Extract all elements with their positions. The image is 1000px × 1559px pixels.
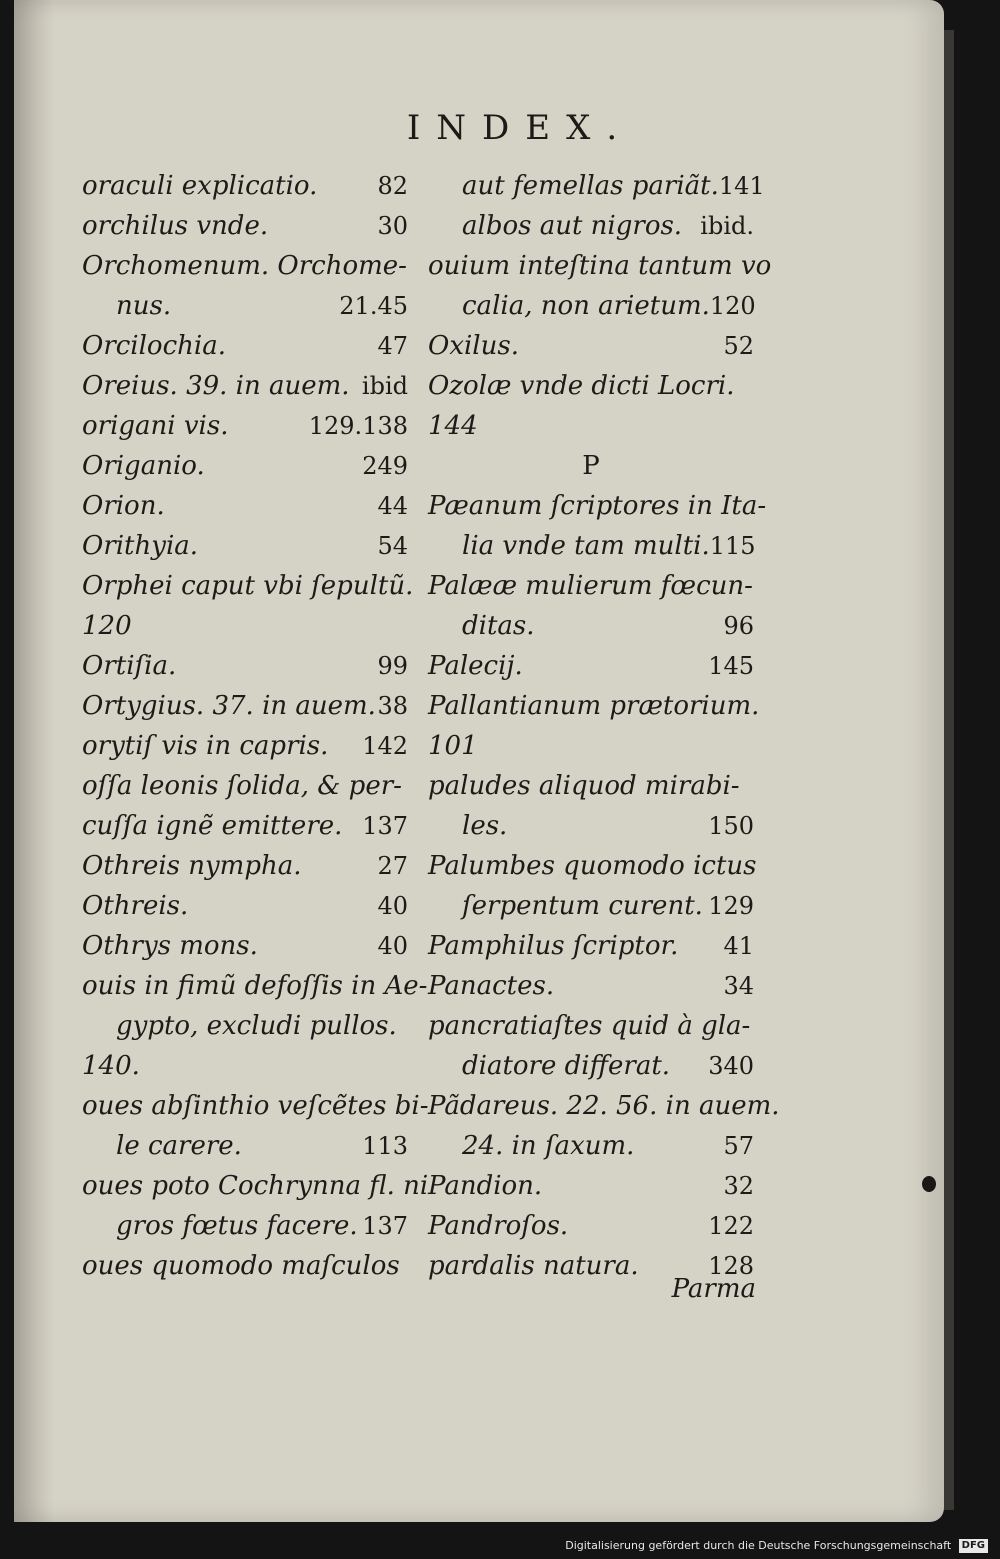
- page-reference: 21.45: [339, 292, 408, 320]
- index-term: Palumbes quomodo ictus: [428, 851, 757, 881]
- index-term: oues abſinthio veſcẽtes bi-: [82, 1091, 429, 1121]
- index-entry: [82, 326, 408, 366]
- index-term: orchilus vnde.: [82, 211, 269, 241]
- index-entry: [428, 846, 757, 886]
- index-term: Pãdareus. 22. 56. in auem.: [428, 1091, 780, 1121]
- index-term: Pandion.: [428, 1171, 543, 1201]
- page-reference: 249: [362, 452, 408, 480]
- index-term: ditas.: [462, 611, 535, 641]
- index-entry: [428, 686, 760, 726]
- page-reference: 38: [377, 692, 408, 720]
- index-entry: [82, 726, 408, 766]
- index-term: Origanio.: [82, 451, 205, 481]
- index-term: oſſa leonis ſolida, & per-: [82, 771, 402, 801]
- page-reference: 40: [377, 932, 408, 960]
- page-reference: 137: [362, 1212, 408, 1240]
- index-term: les.: [462, 811, 508, 841]
- index-entry: [428, 286, 754, 326]
- index-term: gypto, excludi pullos.: [116, 1011, 397, 1041]
- index-entry: [82, 886, 408, 926]
- index-term: oues quomodo maſculos: [82, 1251, 400, 1281]
- index-term: Oxilus.: [428, 331, 519, 361]
- index-term: Pandroſos.: [428, 1211, 569, 1241]
- index-entry: [82, 766, 408, 806]
- index-entry: [428, 1206, 754, 1246]
- index-term: oraculi explicatio.: [82, 171, 318, 201]
- index-entry: [82, 1046, 408, 1086]
- index-entry: [428, 926, 754, 966]
- page-reference: 113: [362, 1132, 408, 1160]
- index-entry: [428, 806, 754, 846]
- index-entry: [428, 1046, 754, 1086]
- index-entry: [428, 206, 754, 246]
- page-reference: 96: [723, 612, 754, 640]
- index-entry: [428, 1126, 754, 1166]
- index-term: P: [582, 451, 600, 481]
- page-reference: 99: [377, 652, 408, 680]
- index-entry: [428, 326, 754, 366]
- page-reference: 40: [377, 892, 408, 920]
- index-entry: [82, 446, 408, 486]
- index-entry: [428, 246, 772, 286]
- index-entry: [82, 1126, 408, 1166]
- index-column-left: [82, 166, 429, 1286]
- index-term: oues poto Cochrynna fl. ni: [82, 1171, 429, 1201]
- page-reference: 52: [723, 332, 754, 360]
- index-entry: [428, 966, 754, 1006]
- index-entry: [82, 926, 408, 966]
- index-entry: [428, 166, 765, 206]
- page-reference: 145: [708, 652, 754, 680]
- catchword: Parma: [671, 1274, 756, 1304]
- page-reference: 30: [377, 212, 408, 240]
- index-term: ouis in fimũ defoſſis in Ae-: [82, 971, 428, 1001]
- index-entry: [82, 406, 408, 446]
- page-reference: 115: [709, 532, 756, 560]
- page-reference: 142: [362, 732, 408, 760]
- page-reference: 47: [377, 332, 408, 360]
- index-term: origani vis.: [82, 411, 229, 441]
- index-term: pardalis natura.: [428, 1251, 639, 1281]
- index-term: orytiſ vis in capris.: [82, 731, 329, 761]
- index-term: paludes aliquod mirabi-: [428, 771, 740, 801]
- index-entry: [82, 966, 428, 1006]
- page-reference: 54: [377, 532, 408, 560]
- index-entry: [428, 526, 754, 566]
- index-entry: [82, 686, 408, 726]
- index-term: 144: [428, 411, 478, 441]
- index-entry: [82, 606, 408, 646]
- index-term: Palææ mulierum fœcun-: [428, 571, 753, 601]
- page-reference: 137: [362, 812, 408, 840]
- index-term: Panactes.: [428, 971, 555, 1001]
- index-entry: [82, 246, 408, 286]
- index-term: Pamphilus ſcriptor.: [428, 931, 679, 961]
- credit-text: Digitalisierung gefördert durch die Deutsche Forschungsgemeinschaft: [565, 1539, 952, 1552]
- index-term: ouium inteſtina tantum vo: [428, 251, 772, 281]
- digitization-credit: [0, 1536, 988, 1556]
- index-term: ſerpentum curent.: [462, 891, 703, 921]
- index-term: 140.: [82, 1051, 140, 1081]
- index-term: Othrys mons.: [82, 931, 258, 961]
- index-term: Orchomenum. Orchome-: [82, 251, 407, 281]
- index-term: le carere.: [116, 1131, 242, 1161]
- index-term: 24. in ſaxum.: [462, 1131, 635, 1161]
- index-term: Ozolæ vnde dicti Locri.: [428, 371, 735, 401]
- page-reference: 129: [708, 892, 754, 920]
- index-entry: [82, 566, 414, 606]
- index-term: Pallantianum prætorium.: [428, 691, 760, 721]
- page-reference: 128: [708, 1252, 754, 1280]
- index-entry: [428, 406, 754, 446]
- page-reference: 34: [723, 972, 754, 1000]
- page-reference: 27: [377, 852, 408, 880]
- index-term: Orcilochia.: [82, 331, 226, 361]
- index-term: calia, non arietum.: [462, 291, 710, 321]
- dfg-logo: DFG: [959, 1539, 988, 1553]
- index-entry: [82, 846, 408, 886]
- index-term: Orphei caput vbi ſepultũ.: [82, 571, 414, 601]
- ink-blot: [922, 1176, 936, 1192]
- index-entry: [82, 1006, 408, 1046]
- index-term: pancratiaſtes quid à gla-: [428, 1011, 751, 1041]
- index-column-right: [428, 166, 780, 1286]
- index-term: albos aut nigros.: [462, 211, 683, 241]
- index-term: 101: [428, 731, 478, 761]
- index-term: 120: [82, 611, 132, 641]
- index-term: diatore differat.: [462, 1051, 671, 1081]
- index-entry: [82, 166, 408, 206]
- page-reference: 44: [377, 492, 408, 520]
- page-reference: 141: [718, 172, 765, 200]
- index-term: lia vnde tam multi.: [462, 531, 710, 561]
- index-entry: [428, 886, 754, 926]
- index-term: Orion.: [82, 491, 165, 521]
- index-entry: [82, 1166, 429, 1206]
- index-entry: [428, 1006, 754, 1046]
- index-entry: [82, 1206, 408, 1246]
- index-term: Othreis.: [82, 891, 189, 921]
- running-header: INDEX.: [406, 108, 634, 148]
- index-term: Ortygius. 37. in auem.: [82, 691, 376, 721]
- index-entry: [82, 366, 408, 406]
- index-entry: [428, 446, 754, 486]
- index-entry: [82, 806, 408, 846]
- index-entry: [82, 286, 408, 326]
- page-reference: ibid.: [700, 212, 754, 240]
- index-entry: [428, 1086, 780, 1126]
- index-term: nus.: [116, 291, 172, 321]
- index-entry: [82, 526, 408, 566]
- page-reference: 340: [708, 1052, 754, 1080]
- index-entry: [428, 646, 754, 686]
- index-entry: [82, 646, 408, 686]
- page-reference: 32: [723, 1172, 754, 1200]
- index-term: gros fœtus facere.: [116, 1211, 358, 1241]
- index-term: Pæanum ſcriptores in Ita-: [428, 491, 767, 521]
- index-term: Palecij.: [428, 651, 523, 681]
- page-reference: 57: [723, 1132, 754, 1160]
- index-entry: [428, 566, 754, 606]
- page-reference: 150: [708, 812, 754, 840]
- index-entry: [82, 1246, 408, 1286]
- index-entry: [428, 766, 754, 806]
- index-term: aut femellas pariãt.: [462, 171, 719, 201]
- page-reference: 122: [708, 1212, 754, 1240]
- index-term: Orithyia.: [82, 531, 199, 561]
- index-entry: [82, 1086, 429, 1126]
- page-reference: ibid: [361, 372, 408, 400]
- index-term: cuſſa ignẽ emittere.: [82, 811, 343, 841]
- page-reference: 120: [709, 292, 756, 320]
- page-edge: [944, 30, 954, 1510]
- index-entry: [82, 486, 408, 526]
- index-entry: [82, 206, 408, 246]
- page-reference: 41: [723, 932, 754, 960]
- index-term: Oreius. 39. in auem.: [82, 371, 350, 401]
- index-entry: [428, 366, 754, 406]
- index-term: Othreis nympha.: [82, 851, 302, 881]
- index-entry: [428, 606, 754, 646]
- index-entry: [428, 726, 754, 766]
- index-entry: [428, 1166, 754, 1206]
- page-reference: 129.138: [308, 412, 408, 440]
- index-term: Ortiſia.: [82, 651, 177, 681]
- index-entry: [428, 486, 767, 526]
- page-reference: 82: [377, 172, 408, 200]
